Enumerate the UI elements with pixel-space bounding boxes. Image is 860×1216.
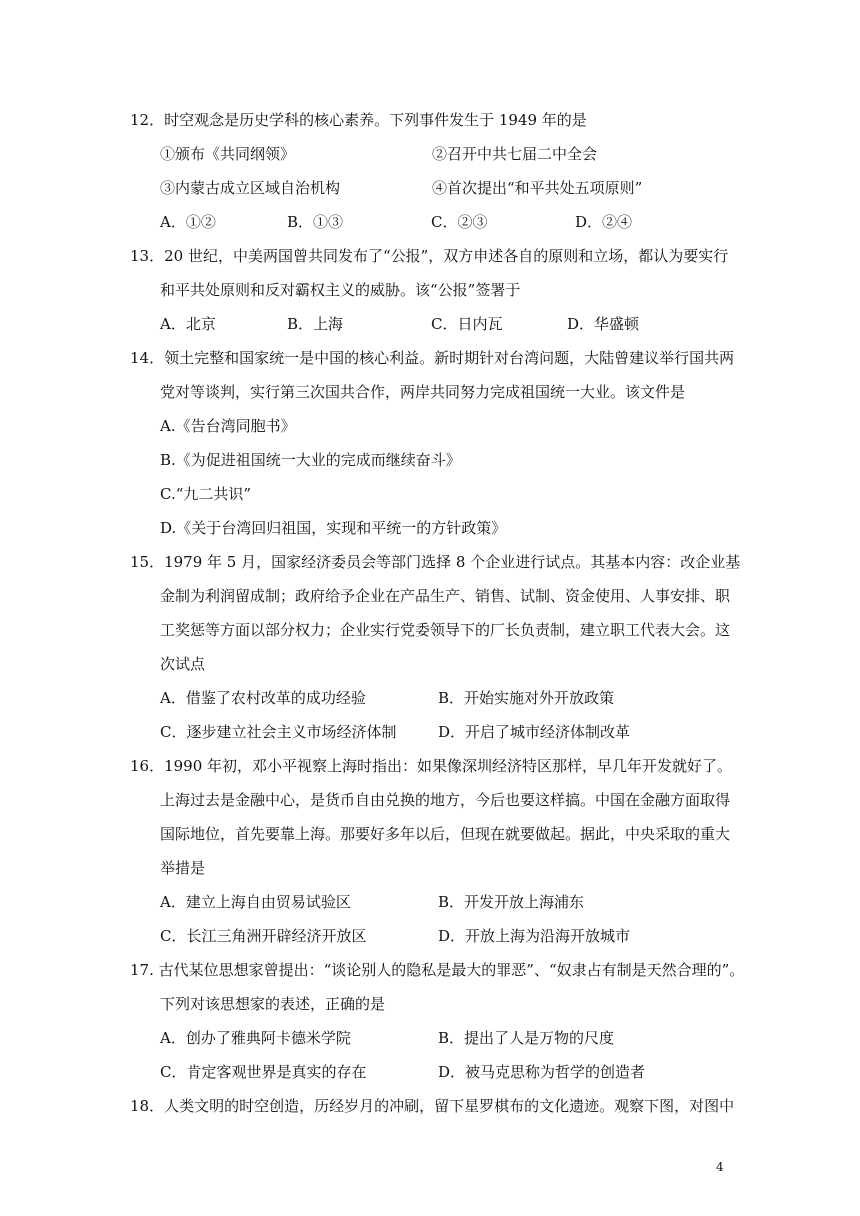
q13-option-d: D．华盛顿: [567, 315, 640, 333]
q16-option-b: B．开发开放上海浦东: [438, 893, 585, 911]
q15-stem-line-3: 工奖惩等方面以部分权力；企业实行党委领导下的厂长负责制，建立职工代表大会。这: [160, 621, 731, 639]
q14-stem-line-1: 14．领土完整和国家统一是中国的核心利益。新时期针对台湾问题，大陆曾建议举行国共两: [130, 349, 735, 367]
q12-option-d: D．②④: [575, 213, 633, 231]
q14-option-a: A.《告台湾同胞书》: [160, 417, 296, 435]
page-number: 4: [716, 1160, 724, 1174]
q13-option-c: C．日内瓦: [431, 315, 503, 333]
q12-option-a: A．①②: [160, 213, 216, 231]
q13-option-a: A．北京: [160, 315, 216, 333]
q15-stem-line-2: 金制为利润留成制；政府给予企业在产品生产、销售、试制、资金使用、人事安排、职: [160, 587, 731, 605]
q12-item-2: ②召开中共七届二中全会: [432, 145, 598, 163]
q17-stem-line-2: 下列对该思想家的表述，正确的是: [160, 995, 386, 1013]
q16-stem-line-4: 举措是: [160, 859, 206, 877]
q14-stem-line-2: 党对等谈判，实行第三次国共合作，两岸共同努力完成祖国统一大业。该文件是: [160, 383, 686, 401]
q14-option-b: B.《为促进祖国统一大业的完成而继续奋斗》: [160, 451, 461, 469]
q12-item-4: ④首次提出“和平共处五项原则”: [432, 179, 643, 197]
q16-option-a: A．建立上海自由贸易试验区: [160, 893, 351, 911]
q14-option-c: C.“九二共识”: [160, 485, 252, 503]
q17-option-b: B．提出了人是万物的尺度: [438, 1029, 615, 1047]
q16-stem-line-3: 国际地位，首先要靠上海。那要好多年以后，但现在就要做起。据此，中央采取的重大: [160, 825, 731, 843]
q12-item-1: ①颁布《共同纲领》: [160, 145, 296, 163]
q17-option-c: C．肯定客观世界是真实的存在: [160, 1063, 367, 1081]
q17-option-d: D．被马克思称为哲学的创造者: [438, 1063, 646, 1081]
q17-stem-line-1: 17. 古代某位思想家曾提出：“谈论别人的隐私是最大的罪恶”、“奴隶占有制是天然合理的”。: [130, 961, 745, 979]
q15-option-a: A．借鉴了农村改革的成功经验: [160, 689, 366, 707]
q12-stem: 12．时空观念是历史学科的核心素养。下列事件发生于 1949 年的是: [130, 111, 587, 129]
q15-option-d: D．开启了城市经济体制改革: [438, 723, 631, 741]
q12-item-3: ③内蒙古成立区域自治机构: [160, 179, 341, 197]
q16-option-d: D．开放上海为沿海开放城市: [438, 927, 631, 945]
q15-stem-line-4: 次试点: [160, 655, 206, 673]
q15-option-c: C．逐步建立社会主义市场经济体制: [160, 723, 397, 741]
q13-stem-line-2: 和平共处原则和反对霸权主义的威胁。该“公报”签署于: [160, 281, 521, 299]
q18-stem-line-1: 18．人类文明的时空创造，历经岁月的冲刷，留下星罗棋布的文化遗迹。观察下图，对图中: [130, 1097, 735, 1115]
q15-stem-line-1: 15．1979 年 5 月，国家经济委员会等部门选择 8 个企业进行试点。其基本内容：改企业基: [130, 553, 741, 571]
q12-option-b: B．①③: [287, 213, 344, 231]
q17-option-a: A．创办了雅典阿卡德米学院: [160, 1029, 351, 1047]
q16-option-c: C．长江三角洲开辟经济开放区: [160, 927, 367, 945]
q12-option-c: C．②③: [431, 213, 488, 231]
q16-stem-line-1: 16．1990 年初，邓小平视察上海时指出：如果像深圳经济特区那样，早几年开发就好了。: [130, 757, 733, 775]
q15-option-b: B．开始实施对外开放政策: [438, 689, 615, 707]
q16-stem-line-2: 上海过去是金融中心，是货币自由兑换的地方，今后也要这样搞。中国在金融方面取得: [160, 791, 731, 809]
q14-option-d: D.《关于台湾回归祖国，实现和平统一的方针政策》: [160, 519, 507, 537]
q13-stem-line-1: 13．20 世纪，中美两国曾共同发布了“公报”，双方申述各自的原则和立场，都认为要实行: [130, 247, 729, 265]
q13-option-b: B．上海: [287, 315, 344, 333]
